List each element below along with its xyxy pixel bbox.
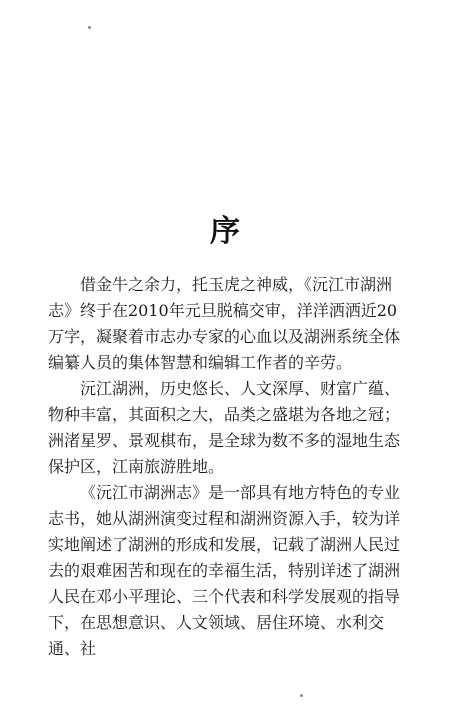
preface-body [48, 272, 400, 662]
scan-speck [300, 694, 303, 697]
paragraph-1: 借金牛之余力，托玉虎之神威，《沅江市湖洲志》终于在2010年元旦脱稿交审，洋洋洒洒近20万字，凝聚着市志办专家的心血以及湖洲系统全体编纂人员的集体智慧和编辑工作者的辛劳。 [48, 275, 401, 372]
scan-speck [88, 26, 91, 29]
paragraph-3: 《沅江市湖洲志》是一部具有地方特色的专业志书，她从湖洲演变过程和湖洲资源入手，较为详实地阐述了湖洲的形成和发展，记载了湖洲人民过去的艰难困苦和现在的幸福生活，特别详述了湖洲人民在邓小平理论、三个代表和科学发展观的指导下，在思想意识、人文领域、居住环境、水利交通、社 [48, 483, 401, 658]
page-title: 序 [210, 214, 240, 249]
paragraph-2: 沅江湖洲，历史悠长、人文深厚、财富广蕴、物种丰富，其面积之大，品类之盛堪为各地之冠；洲渚星罗、景观棋布，是全球为数不多的湿地生态保护区，江南旅游胜地。 [48, 379, 401, 476]
